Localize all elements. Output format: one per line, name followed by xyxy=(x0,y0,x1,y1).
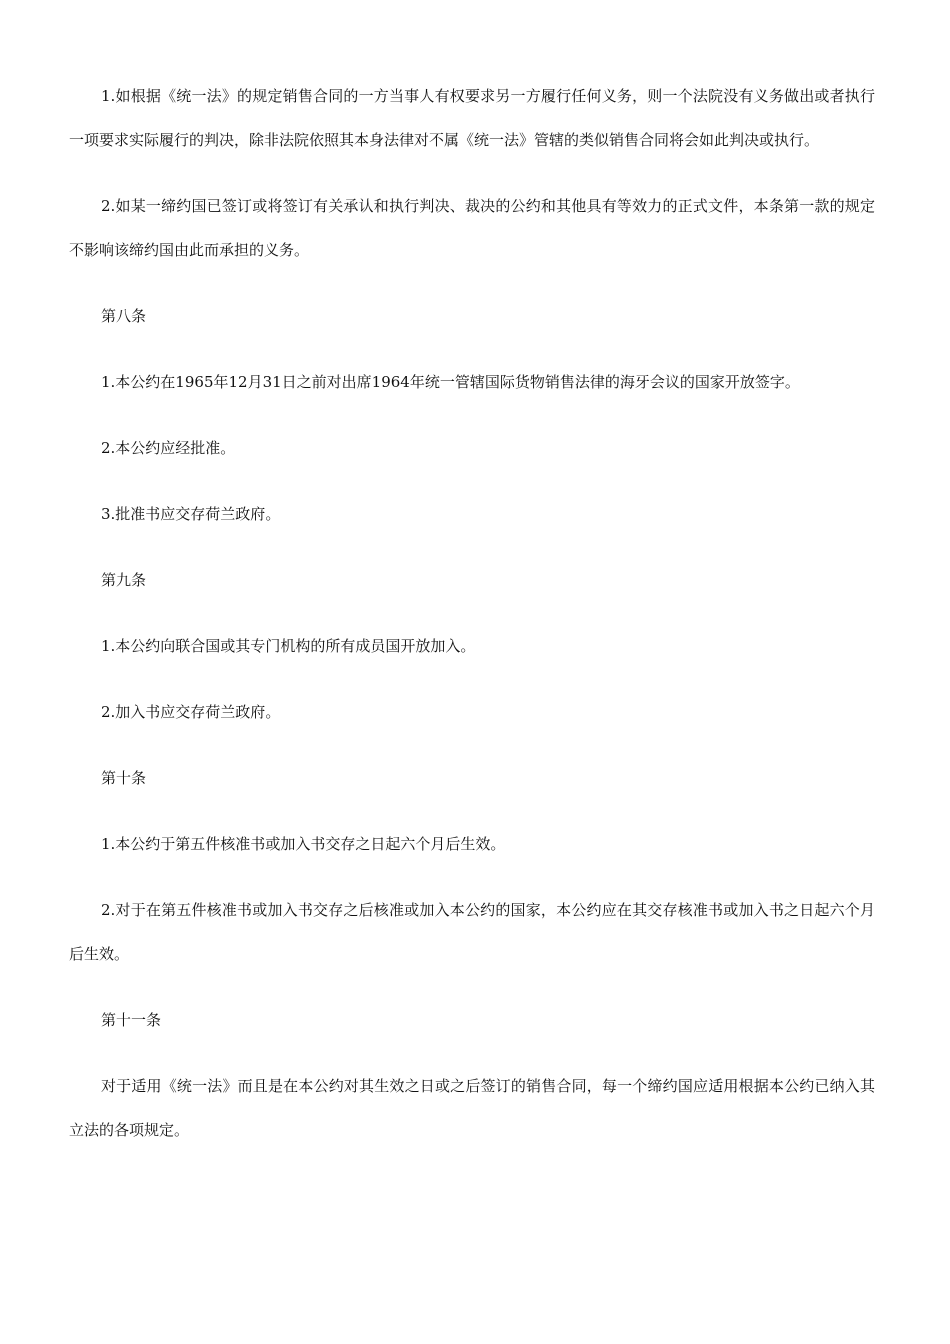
paragraph-article9-clause2: 2.加入书应交存荷兰政府。 xyxy=(101,703,281,721)
paragraph-article9-clause1: 1.本公约向联合国或其专门机构的所有成员国开放加入。 xyxy=(101,637,476,655)
paragraph-article8-clause1: 1.本公约在1965年12月31日之前对出席1964年统一管辖国际货物销售法律的海牙会议的国家开放签字。 xyxy=(101,373,800,391)
article-heading-10: 第十条 xyxy=(101,769,147,787)
paragraph-article8-clause2: 2.本公约应经批准。 xyxy=(101,439,236,457)
document-body xyxy=(69,74,875,1152)
paragraph-article8-clause3: 3.批准书应交存荷兰政府。 xyxy=(101,505,281,523)
article-heading-8: 第八条 xyxy=(101,307,147,325)
paragraph-article10-clause1: 1.本公约于第五件核准书或加入书交存之日起六个月后生效。 xyxy=(101,835,506,853)
paragraph-article10-clause2: 2.对于在第五件核准书或加入书交存之后核准或加入本公约的国家，本公约应在其交存核准书或加入书之日起六个月后生效。 xyxy=(69,901,875,963)
paragraph-article7-clause1: 1.如根据《统一法》的规定销售合同的一方当事人有权要求另一方履行任何义务，则一个法院没有义务做出或者执行一项要求实际履行的判决，除非法院依照其本身法律对不属《统一法》管辖的类似销售合同将会如此判决或执行。 xyxy=(69,87,875,149)
paragraph-article11: 对于适用《统一法》而且是在本公约对其生效之日或之后签订的销售合同，每一个缔约国应适用根据本公约已纳入其立法的各项规定。 xyxy=(69,1077,875,1139)
article-heading-11: 第十一条 xyxy=(101,1011,162,1029)
paragraph-article7-clause2: 2.如某一缔约国已签订或将签订有关承认和执行判决、裁决的公约和其他具有等效力的正式文件，本条第一款的规定不影响该缔约国由此而承担的义务。 xyxy=(69,197,875,259)
article-heading-9: 第九条 xyxy=(101,571,147,589)
